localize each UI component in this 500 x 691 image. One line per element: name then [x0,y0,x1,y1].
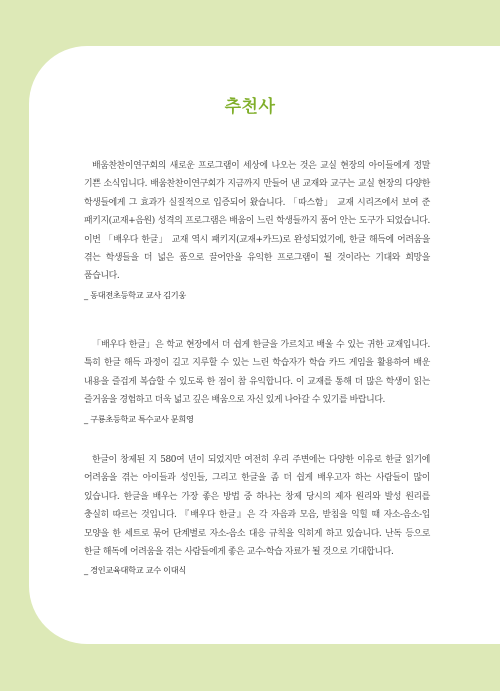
recommendation-signature: _ 경인교육대학교 교수 이대식 [84,565,187,576]
recommendation-signature: _ 동대전초등학교 교사 김기웅 [84,289,187,300]
page-title: 추천사 [224,97,276,117]
recommendation-1 [84,157,430,302]
recommendation-text: 한글이 창제된 지 580여 년이 되었지만 여전히 우리 주변에는 다양한 이유로 한글 읽기에 어려움을 겪는 아이들과 성인들, 그리고 한글을 좀 더 쉽게 배우고자 하는 사람들이 많이 있습니다. 한글을 배우는 가장 좋은 방법 중 하나는 창제 당시의 제자 원리와 발성 원리를 충실히 따르는 것입니다. 『배우다 한글』은 각 자음과 모음, 받침을 익힐 때 자소-음소-입 모양을 한 세트로 묶어 단계별로 자소-음소 대응 규칙을 익히게 하고 있습니다. 난독 등으로 한글 해독에 어려움을 겪는 사람들에게 좋은 교수-학습 자료가 될 것으로 기대합니다. [84,455,430,558]
recommendation-text: 「배우다 한글」은 학교 현장에서 더 쉽게 한글을 가르치고 배울 수 있는 귀한 교재입니다. 특히 한글 해득 과정이 길고 지루할 수 있는 느린 학습자가 학습 카드 게임을 활용하여 배운 내용을 즐겁게 복습할 수 있도록 한 점이 참 유익합니다. 이 교재를 통해 더 많은 학생이 읽는 즐거움을 경험하고 더욱 넓고 깊은 배움으로 자신 있게 나아갈 수 있기를 바랍니다. [84,340,430,406]
recommendation-signature: _ 구룡초등학교 특수교사 문희영 [84,413,194,424]
recommendation-text: 배움찬찬이연구회의 새로운 프로그램이 세상에 나오는 것은 교실 현장의 아이들에게 정말 기쁜 소식입니다. 배움찬찬이연구회가 지금까지 만들어 낸 교재와 교구는 교실 현장의 다양한 학생들에게 그 효과가 실질적으로 입증되어 왔습니다. 「따스함」 교재 시리즈에서 보여 준 패키지(교재+음원) 성격의 프로그램은 배움이 느린 학생들까지 품어 안는 도구가 되었습니다. 이번 「배우다 한글」 교재 역시 패키지(교재+카드)로 완성되었기에, 한글 해득에 어려움을 겪는 학생들을 더 넓은 품으로 끌어안을 유익한 프로그램이 될 것이라는 기대와 희망을 품습니다. [84,161,430,282]
recommendation-3 [84,451,430,577]
recommendation-2 [84,336,430,426]
